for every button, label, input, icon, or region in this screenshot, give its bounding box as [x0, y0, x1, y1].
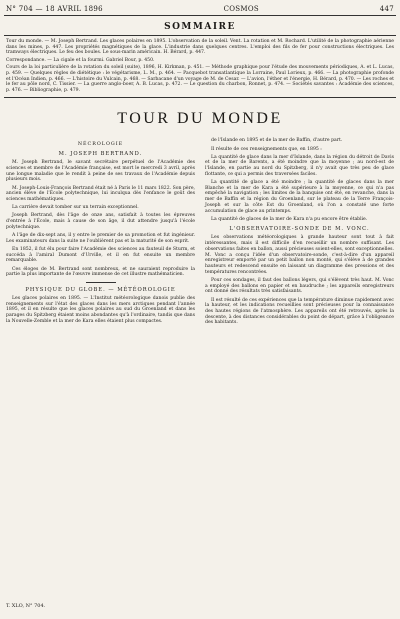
sommaire-body [4, 36, 396, 93]
left-paragraph: Joseph Bertrand, dès l'âge de onze ans, satisfait à toutes les épreuves d'entrée à l'École, mais à cause de son âge, il dut attendre jusqu'à l'école polytechnique. [6, 213, 195, 230]
column-divider [86, 282, 116, 283]
article-columns [4, 138, 396, 328]
right-paragraph: Il résulte de ces renseignements que, en 1895 : [211, 146, 322, 152]
right-paragraph: La quantité de glace dans la mer d'Islande, dans la région du détroit de Davis et de la mer de Barents, a été moindre que la moyenne ; au nord-est de l'Islande, en partie au nord du Spitzberg, il n'y avait que très peu de glace flottante, ce qui a permis des traversées faciles. [205, 154, 394, 177]
sommaire-paragraph: Correspondance. — La cigale et la fourmi. Gabriel Bour, p. 450. [6, 57, 155, 63]
sommaire-rule-bottom [4, 97, 396, 98]
page-header [4, 4, 396, 16]
left-paragraph: M. Joseph-Louis-François Bertrand était né à Paris le 11 mars 1822. Son père, ancien élève de l'École polytechnique, lui inculqua dès l'enfance le goût des sciences mathématiques. [6, 185, 195, 203]
sommaire-title: SOMMAIRE [164, 22, 236, 32]
volume-footer: T. XLO, N° 704. [6, 603, 46, 609]
right-column [205, 138, 394, 328]
left-paragraph: La carrière devait tomber sur un terrain exceptionnel. [12, 205, 139, 211]
left-heading-physique: PHYSIQUE DU GLOBE. — MÉTÉOROLOGIE [25, 287, 176, 293]
left-paragraph: M. Joseph Bertrand, le savant secrétaire perpétuel de l'Académie des sciences et membre de l'Académie française, est mort le mercredi 3 avril, après une longue maladie que le rendit à peine de ses travaux de l'Académie depuis plusieurs mois. [6, 160, 195, 183]
right-paragraph: La quantité de glaces de la mer de Kara n'a pu encore être établie. [211, 216, 368, 222]
right-paragraph: Pour ces sondages, il faut des ballons légers, qui s'élèvent très haut. M. Vonc a employé des ballons en papier et en baudruche ; les appareils enregistreurs ont donné des résultats très satisfaisants. [205, 277, 394, 295]
left-subheading-bertrand: M. JOSEPH BERTRAND. [58, 151, 143, 158]
left-paragraph: En 1852, il fut élu pour faire l'Académie des sciences au fauteuil de Sturm, et succéda à l'amiral Dumont d'Urville, et il en fut ensuite un membre remarquable. [6, 246, 195, 264]
right-paragraph: Les observations météorologiques à grande hauteur sont tout à fait intéressantes, mais il est difficile d'en recueillir un nombre suffisant. Les observations faites en ballon, aussi précieuses soient-elles, sont exceptionnelles. M. Vonc a conçu l'idée d'un observatoire-sonde, c'est-à-dire d'un appareil enregistreur emporté par un petit ballon non monté, qui s'élève à de grandes hauteurs et redescend ensuite en laissant un diagramme des pressions et des températures rencontrées. [205, 235, 394, 275]
left-column [6, 138, 195, 328]
sommaire-paragraph: Tour du monde. — M. Joseph Bertrand. Les glaces polaires en 1895. L'observation de la soleil. Vent. La rotation et M. Rochard. L'utilité de la photographie aérienne dans les mines, p. 447. Les propriétés magnétiques de la glace. L'industrie dans quelques centres. L'emploi des fils de fer pour constructions électriques. Les tramways électriques. Le feu des boules. Le sous-marin américain. H. Bérard, p. 447. [6, 39, 394, 56]
sommaire-paragraph: Cours de la loi particulière de la rotation du soleil (suite), 1896, H. Kirkman, p. 451. — Méthode graphique pour l'étude des mouvements périodiques, A. et L. Lucas, p. 459. — Quelques règles de diététique : le végétarisme, L. M., p. 464. — Pacquebot transatlantique la Lorraine, Paul Lorieux, p. 466. — La photographie profonde et l'Océan Indien, p. 466. — L'histoire du Vulcain, p. 468. — Sarbacane d'un voyage de M. de Cesar. — L'avion, l'éther et l'énergie, H. Bérard, p. 470. — Les roches et le fer au pôle nord, C. Tissier. — La guerre anglo-boer, A. B. Lucas, p. 472. — Le question du charbon, Ronnet, p. 474. — Sociétés savantes : Académie des sciences, p. 476. — Bibliographie, p. 479. [6, 65, 394, 93]
right-heading-observatoire: L'OBSERVATOIRE-SONDE DE M. VONC. [229, 226, 370, 233]
page-number: 447 [379, 5, 394, 13]
right-paragraph: de l'Islande en 1895 et de la mer de Baffin, d'autre part. [211, 138, 343, 144]
right-paragraph: Il est résulté de ces expériences que la température diminue rapidement avec la hauteur, et les indications recueillies sont précieuses pour la connaissance des hautes régions de l'atmosphère. Les appareils ont été retrouvés, après la descente, à des distances considérables du point de départ, grâce à l'obligeance des habitants. [205, 297, 394, 326]
section-title: TOUR DU MONDE [117, 110, 283, 128]
right-paragraph: La quantité de glace a été moindre ; la quantité de glaces dans la mer Blanche et la mer de Kara a été supérieure à la moyenne, ce qui n'a pas empêché la navigation ; les limites de la banquise ont été, en revanche, dans la mer de Baffin et la région du Groenland, sur le plateau de la Terre François-Joseph et sur la côte Est du Groenland, où l'on a constaté une forte accumulation de glace au printemps. [205, 180, 394, 214]
left-heading-necrologie: NÉCROLOGIE [77, 142, 124, 148]
left-paragraph: A l'âge de dix-sept ans, il y entre le premier de sa promotion et fut ingénieur. Les examinateurs dans la suite ne l'oublièrent pas et la maturité de son esprit. [6, 233, 195, 244]
magazine-page [4, 4, 396, 611]
left-paragraph: Ces éloges de M. Bertrand sont nombreux, et ne sauraient reproduire la partie la plus importante de l'œuvre immense de cet illustre mathématicien. [6, 266, 195, 278]
journal-name: COSMOS [223, 5, 260, 13]
issue-number: N° 704 — 18 AVRIL 1896 [6, 5, 103, 13]
left-paragraph: Les glaces polaires en 1895. — L'Institut météorologique danois publie des renseignements sur l'état des glaces dans les mers arctiques pendant l'année 1895, et il en résulte que les glaces polaires au sud du Groenland et dans les parages du Spitzberg étaient moins abondantes qu'à l'ordinaire, tandis que dans la Nouvelle-Zemble et la mer de Kara elles étaient plus compactes. [6, 296, 195, 324]
